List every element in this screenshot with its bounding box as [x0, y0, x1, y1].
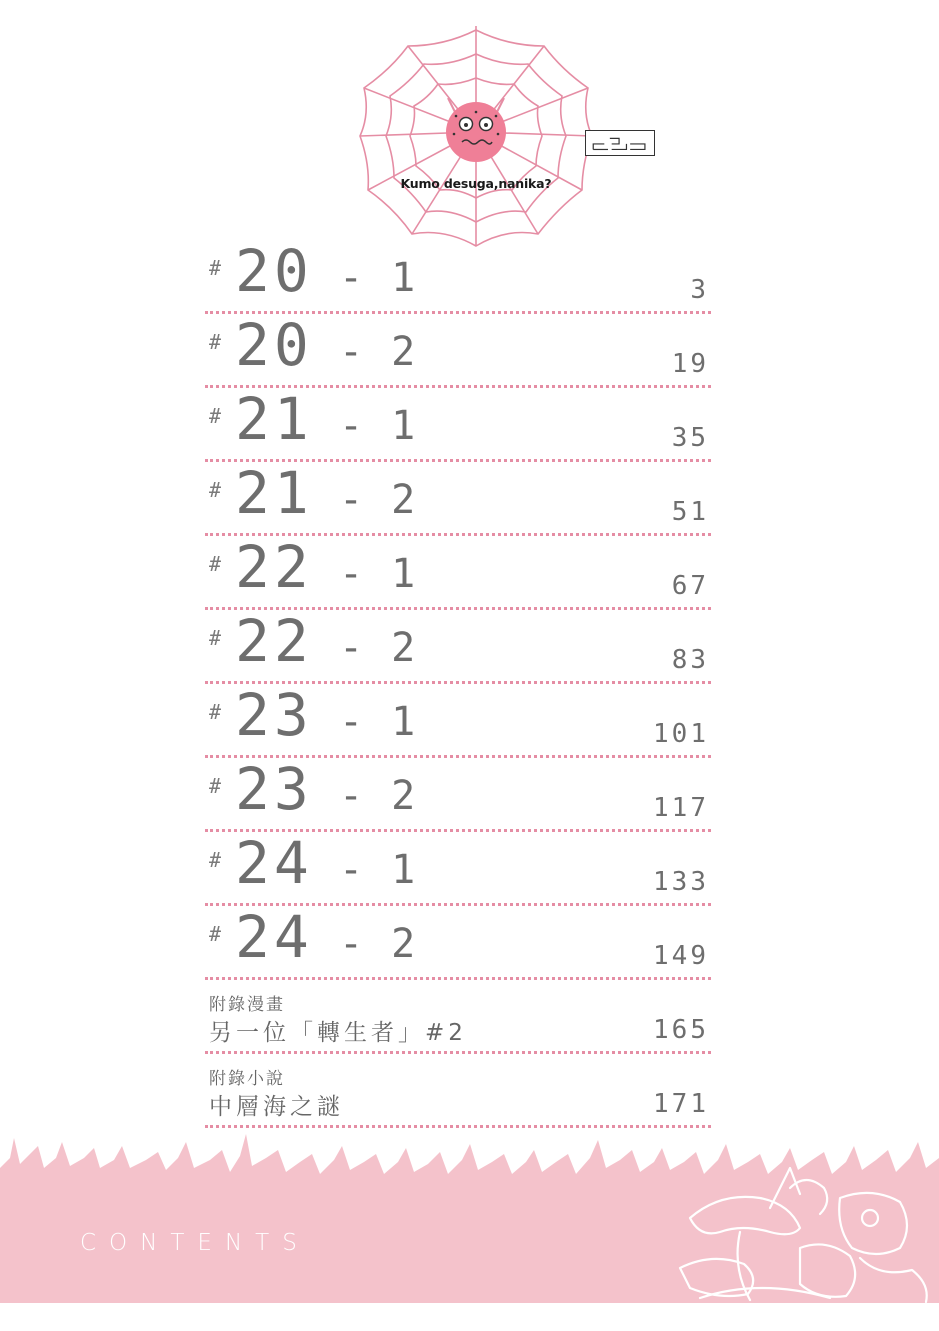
- logo-title: Kumo desuga,nanika?: [400, 176, 552, 191]
- toc-entry[interactable]: [205, 237, 711, 314]
- page-number: 83: [671, 645, 709, 675]
- chapter-number: 23 - 2: [235, 755, 418, 823]
- toc-entry[interactable]: [205, 385, 711, 462]
- extra-category: 附錄小說: [209, 1069, 285, 1089]
- page-number: 171: [653, 1089, 709, 1119]
- page-number: 35: [671, 423, 709, 453]
- toc-entry[interactable]: [205, 607, 711, 684]
- chapter-number: 24 - 1: [235, 829, 418, 897]
- page-number: 19: [671, 349, 709, 379]
- toc-extra-entry[interactable]: [205, 1054, 711, 1128]
- contents-label: CONTENTS: [80, 1230, 310, 1256]
- page-number: 101: [653, 719, 709, 749]
- chapter-hash: #: [209, 774, 222, 798]
- page-number: 51: [671, 497, 709, 527]
- toc-entry[interactable]: [205, 903, 711, 980]
- volume-mark-icon: [585, 130, 655, 156]
- page-number: 149: [653, 941, 709, 971]
- extra-category: 附錄漫畫: [209, 995, 285, 1015]
- page-number: 3: [690, 275, 709, 305]
- series-logo: [356, 24, 596, 248]
- page-number: 165: [653, 1015, 709, 1045]
- chapter-number: 22 - 2: [235, 607, 418, 675]
- extra-title: 另一位「轉生者」#2: [209, 1020, 467, 1046]
- chapter-hash: #: [209, 552, 222, 576]
- toc-entry[interactable]: [205, 829, 711, 906]
- table-of-contents: [205, 237, 711, 1128]
- chapter-number: 21 - 2: [235, 459, 418, 527]
- chapter-hash: #: [209, 922, 222, 946]
- chapter-number: 24 - 2: [235, 903, 418, 971]
- chapter-number: 20 - 1: [235, 237, 418, 305]
- toc-entry[interactable]: [205, 533, 711, 610]
- chapter-hash: #: [209, 478, 222, 502]
- chapter-hash: #: [209, 256, 222, 280]
- chapter-number: 22 - 1: [235, 533, 418, 601]
- chapter-number: 23 - 1: [235, 681, 418, 749]
- page-number: 67: [671, 571, 709, 601]
- toc-entry[interactable]: [205, 755, 711, 832]
- chapter-hash: #: [209, 700, 222, 724]
- chapter-hash: #: [209, 404, 222, 428]
- toc-entry[interactable]: [205, 681, 711, 758]
- chapter-hash: #: [209, 330, 222, 354]
- extra-title: 中層海之謎: [209, 1094, 344, 1120]
- page-number: 117: [653, 793, 709, 823]
- page-number: 133: [653, 867, 709, 897]
- chapter-number: 21 - 1: [235, 385, 418, 453]
- spider-web-icon: [356, 24, 596, 248]
- chapter-hash: #: [209, 848, 222, 872]
- jagged-edge-icon: [0, 1134, 939, 1303]
- chapter-hash: #: [209, 626, 222, 650]
- spider-face-icon: [446, 98, 506, 162]
- toc-entry[interactable]: [205, 459, 711, 536]
- chapter-number: 20 - 2: [235, 311, 418, 379]
- toc-entry[interactable]: [205, 311, 711, 388]
- toc-extra-entry[interactable]: [205, 980, 711, 1054]
